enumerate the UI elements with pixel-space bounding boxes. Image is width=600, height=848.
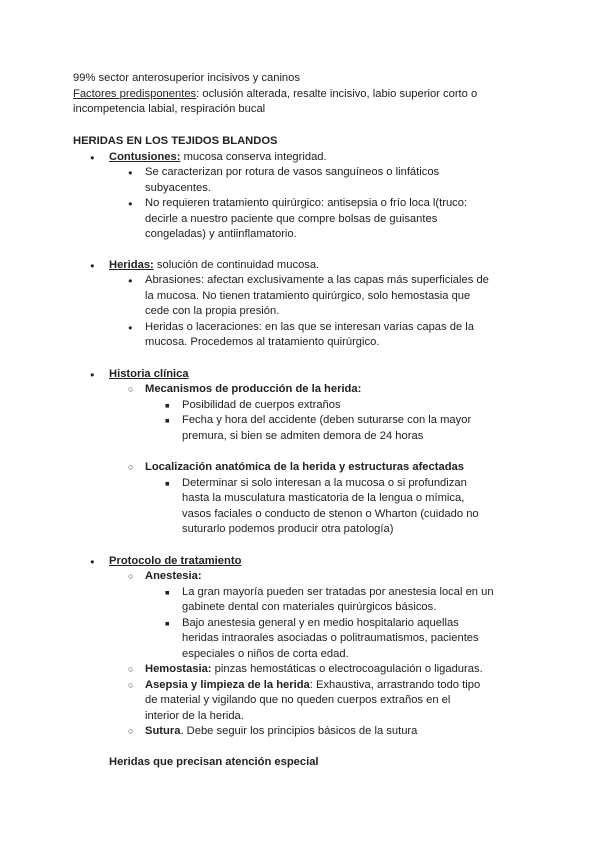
list-item-line: mucosa. Procedemos al tratamiento quirúrgico. — [145, 336, 380, 348]
factores-text: : oclusión alterada, resalte incisivo, labio superior corto o — [196, 88, 478, 100]
sutura-label: Sutura — [145, 725, 181, 737]
list-item-line: especiales o niños de corta edad. — [182, 648, 349, 660]
contusiones-item — [109, 150, 327, 166]
hemostasia-label: Hemostasia: — [145, 663, 212, 675]
circle-bullet-icon — [128, 724, 133, 740]
circle-bullet-icon — [128, 569, 133, 585]
anestesia-label: Anestesia: — [145, 570, 202, 582]
list-item-line: Heridas o laceraciones: en las que se interesan varias capas de la — [145, 321, 474, 333]
list-item-line: vasos faciales o conducto de stenon o Wharton (cuidado no — [182, 508, 479, 520]
protocolo-label: Protocolo de tratamiento — [109, 555, 242, 567]
bullet-icon — [90, 150, 95, 166]
heridas-item — [109, 258, 319, 274]
list-item-line: heridas intraorales asociadas o politraumatismos, pacientes — [182, 632, 479, 644]
list-item-line: interior de la herida. — [145, 710, 244, 722]
factores-line — [73, 87, 477, 103]
list-item-line: premura, si bien se admiten demora de 24 horas — [182, 430, 424, 442]
factores-label: Factores predisponentes — [73, 88, 197, 100]
localizacion-label: Localización anatómica de la herida y estructuras afectadas — [145, 461, 464, 473]
hemostasia-text: pinzas hemostáticas o electrocoagulación o ligaduras. — [211, 663, 483, 675]
factores-line-2: incompetencia labial, respiración bucal — [73, 103, 266, 115]
list-item-line: de material y vigilando que no queden cuerpos extraños en el — [145, 694, 451, 706]
heridas-label: Heridas: — [109, 259, 154, 271]
mecanismos-label: Mecanismos de producción de la herida: — [145, 383, 362, 395]
square-bullet-icon — [165, 413, 170, 429]
circle-bullet-icon — [128, 662, 133, 678]
circle-bullet-icon — [128, 678, 133, 694]
list-item-line: Se caracterizan por rotura de vasos sanguíneos o linfáticos — [145, 166, 440, 178]
sutura-item — [145, 724, 417, 740]
heridas-text: solución de continuidad mucosa. — [153, 259, 320, 271]
list-item-line: gabinete dental con materiales quirúrgicos básicos. — [182, 601, 437, 613]
asepsia-item — [145, 678, 480, 694]
sutura-text: . Debe seguir los principios básicos de la sutura — [180, 725, 418, 737]
contusiones-label: Contusiones: — [109, 151, 181, 163]
intro-line: 99% sector anterosuperior incisivos y caninos — [73, 72, 300, 84]
list-item-line: Posibilidad de cuerpos extraños — [182, 399, 341, 411]
list-item-line: Abrasiones: afectan exclusivamente a las capas más superficiales de — [145, 274, 489, 286]
list-item-line: Fecha y hora del accidente (deben suturarse con la mayor — [182, 414, 472, 426]
circle-bullet-icon — [128, 382, 133, 398]
list-item-line: decirle a nuestro paciente que compre bolsas de guisantes — [145, 213, 438, 225]
list-item-line: la mucosa. No tienen tratamiento quirúrgico, solo hemostasia que — [145, 290, 471, 302]
list-item-line: suturarlo podemos producir otra patología) — [182, 523, 394, 535]
list-item-line: La gran mayoría pueden ser tratadas por anestesia local en un — [182, 586, 494, 598]
square-bullet-icon — [165, 476, 170, 492]
bullet-icon — [128, 273, 133, 289]
circle-bullet-icon — [128, 460, 133, 476]
bullet-icon — [90, 367, 95, 383]
square-bullet-icon — [165, 585, 170, 601]
section-heading: HERIDAS EN LOS TEJIDOS BLANDOS — [73, 135, 278, 147]
historia-label: Historia clínica — [109, 368, 189, 380]
hemostasia-item — [145, 662, 483, 678]
square-bullet-icon — [165, 616, 170, 632]
list-item-line: hasta la musculatura masticatoria de la lengua o mímica, — [182, 492, 465, 504]
asepsia-label: Asepsia y limpieza de la herida — [145, 679, 310, 691]
list-item-line: Bajo anestesia general y en medio hospitalario aquellas — [182, 617, 459, 629]
bullet-icon — [128, 196, 133, 212]
list-item-line: cede con la propia presión. — [145, 305, 280, 317]
contusiones-text: mucosa conserva integridad. — [180, 151, 327, 163]
bullet-icon — [90, 554, 95, 570]
asepsia-text: : Exhaustiva, arrastrando todo tipo — [309, 679, 481, 691]
list-item-line: congeladas) y antiinflamatorio. — [145, 228, 297, 240]
bullet-icon — [128, 320, 133, 336]
bullet-icon — [90, 258, 95, 274]
list-item-line: subyacentes. — [145, 182, 211, 194]
square-bullet-icon — [165, 398, 170, 414]
list-item-line: No requieren tratamiento quirúrgico: antisepsia o frío loca l(truco: — [145, 197, 468, 209]
bullet-icon — [128, 165, 133, 181]
subheading: Heridas que precisan atención especial — [109, 756, 319, 768]
list-item-line: Determinar si solo interesan a la mucosa o si profundizan — [182, 477, 467, 489]
